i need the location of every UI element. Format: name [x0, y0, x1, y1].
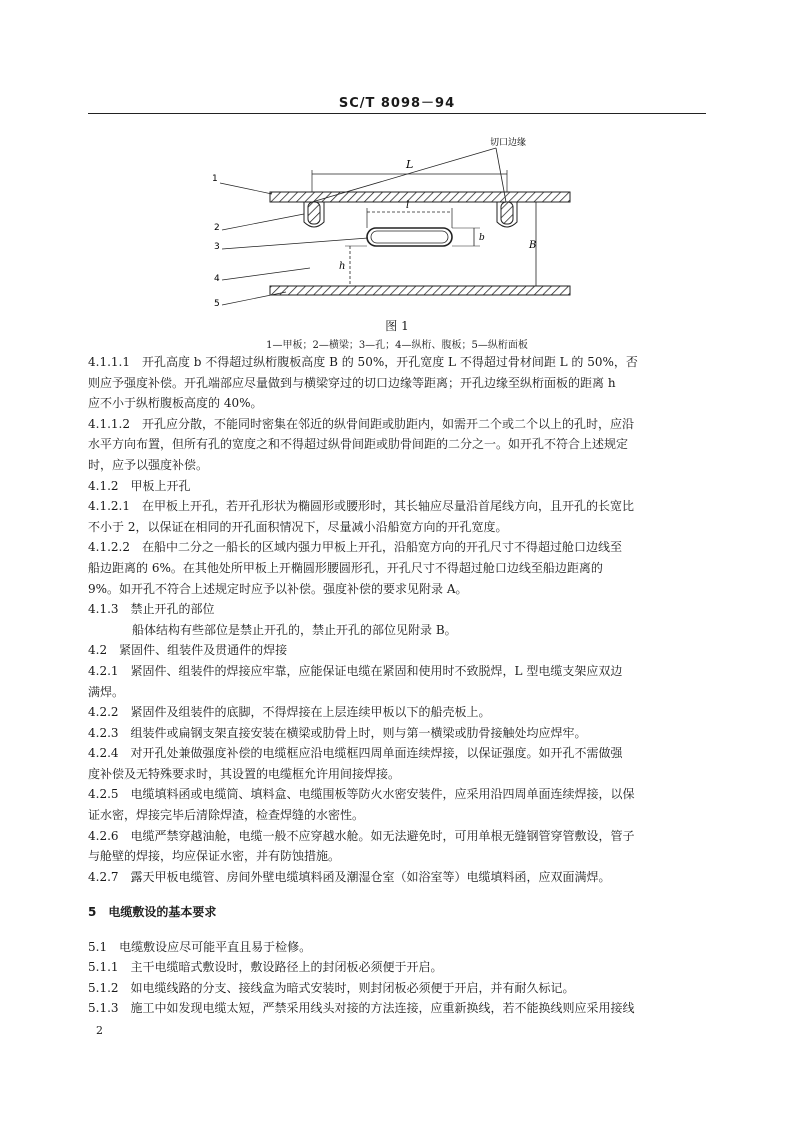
cut-edge-label: 切口边缘: [490, 138, 527, 148]
callout-2: 2: [214, 223, 220, 233]
body-line: 4.1.2.1 在甲板上开孔，若开孔形状为椭圆形或腰形时，其长轴应尽量沿首尾线方向，且开孔的长宽比: [88, 499, 634, 514]
callout-1: 1: [212, 174, 218, 184]
body-line: 4.2.5 电缆填料函或电缆筒、填料盒、电缆围板等防火水密安装件，应采用沿四周单面连续焊接，以保: [88, 787, 635, 802]
body-line: 4.1.1.2 开孔应分散，不能同时密集在邻近的纵骨间距或肋距内，如需开二个或二个以上的孔时，应沿: [88, 416, 634, 431]
body-line: 4.1.3 禁止开孔的部位: [88, 602, 215, 617]
body-line: 时，应予以强度补偿。: [88, 457, 209, 472]
body-line: 度补偿及无特殊要求时，其设置的电缆框允许用间接焊接。: [88, 766, 401, 781]
body-line: 与舱壁的焊接，均应保证水密，并有防蚀措施。: [88, 849, 341, 864]
figure-caption: 1—甲板；2—横梁；3—孔；4—纵桁、腹板；5—纵桁面板: [266, 340, 528, 351]
figure-title: 图 1: [385, 319, 409, 333]
body-line: 不小于 2，以保证在相同的开孔面积情况下，尽量减小沿船宽方向的开孔宽度。: [88, 519, 508, 534]
body-line: 4.2.3 组装件或扁钢支架直接安装在横梁或肋骨上时，则与第一横梁或肋骨接触处均应焊牢。: [88, 725, 587, 740]
body-line: 5.1.3 施工中如发现电缆太短，严禁采用线头对接的方法连接，应重新换线，若不能换线则应采用接线: [88, 1001, 635, 1016]
girder-flange-plate: [270, 286, 570, 295]
document-code: SC/T 8098－94: [338, 96, 456, 111]
body-line: 4.2.1 紧固件、组装件的焊接应牢靠，应能保证电缆在紧固和使用时不致脱焊，L 型电缆支架应双边: [88, 663, 623, 678]
deck-plate: [270, 192, 570, 202]
body-line: 4.2.7 露天甲板电缆管、房间外壁电缆填料函及潮湿仓室（如浴室等）电缆填料函，应双面满焊。: [88, 869, 611, 884]
body-line: 4.2.2 紧固件及组装件的底脚，不得焊接在上层连续甲板以下的船壳板上。: [88, 705, 491, 720]
section-5-title: 5 电缆敷设的基本要求: [88, 905, 217, 919]
body-line: 4.1.2.2 在船中二分之一船长的区域内强力甲板上开孔，沿船宽方向的开孔尺寸不得超过舱口边线至: [88, 540, 622, 555]
body-line: 4.1.1.1 开孔高度 b 不得超过纵桁腹板高度 B 的 50%，开孔宽度 L 不得超过骨材间距 L 的 50%，否: [88, 355, 638, 369]
section-5: [88, 902, 708, 1019]
body-line: 水平方向布置，但所有孔的宽度之和不得超过纵骨间距或肋骨间距的二分之一。如开孔不符合上述规定: [88, 437, 629, 452]
body-text: [88, 352, 708, 887]
body-line: 5.1.2 如电缆线路的分支、接线盒为暗式安装时，则封闭板必须便于开启，并有耐久标记。: [88, 980, 575, 995]
body-line: 5.1.1 主干电缆暗式敷设时，敷设路径上的封闭板必须便于开启。: [88, 960, 443, 975]
body-line: 4.2 紧固件、组装件及贯通件的焊接: [88, 643, 288, 658]
body-line: 5.1 电缆敷设应尽可能平直且易于检修。: [88, 939, 312, 954]
body-line: 则应予强度补偿。开孔端部应尽量做到与横梁穿过的切口边缘等距离；开孔边缘至纵桁面板的距离 h: [88, 375, 616, 390]
dim-l-label: l: [406, 200, 410, 211]
body-line: 4.2.6 电缆严禁穿越油舱，电缆一般不应穿越水舱。如无法避免时，可用单根无缝钢管穿管敷设，管子: [88, 828, 635, 843]
callout-4: 4: [214, 274, 220, 284]
body-line: 满焊。: [88, 684, 125, 699]
callout-3: 3: [214, 242, 220, 252]
beam-right: [501, 202, 513, 224]
body-line: 船边距离的 6%。在其他处所甲板上开椭圆形腰圆形孔，开孔尺寸不得超过舱口边线至船边距离的: [88, 560, 603, 575]
body-line: 9%。如开孔不符合上述规定时应予以补偿。强度补偿的要求见附录 A。: [88, 581, 468, 596]
dim-h-label: h: [339, 261, 346, 272]
callout-5: 5: [214, 299, 220, 309]
dim-B-label: B: [529, 240, 537, 251]
body-line: 4.1.2 甲板上开孔: [88, 478, 191, 493]
body-line: 船体结构有些部位是禁止开孔的，禁止开孔的部位见附录 B。: [132, 622, 457, 637]
beam-left: [308, 202, 320, 224]
dim-b-label: b: [479, 233, 485, 243]
body-line: 应不小于纵桁腹板高度的 40%。: [88, 396, 263, 411]
header-rule: [88, 113, 706, 114]
page-number: 2: [96, 1024, 103, 1037]
body-line: 4.2.4 对开孔处兼做强度补偿的电缆框应沿电缆框四周单面连续焊接，以保证强度。如开孔不需做强: [88, 746, 623, 761]
dim-L-label: L: [406, 158, 414, 171]
figure-1-diagram: [200, 128, 600, 318]
body-line: 证水密，焊接完毕后清除焊渣，检查焊缝的水密性。: [88, 808, 365, 823]
